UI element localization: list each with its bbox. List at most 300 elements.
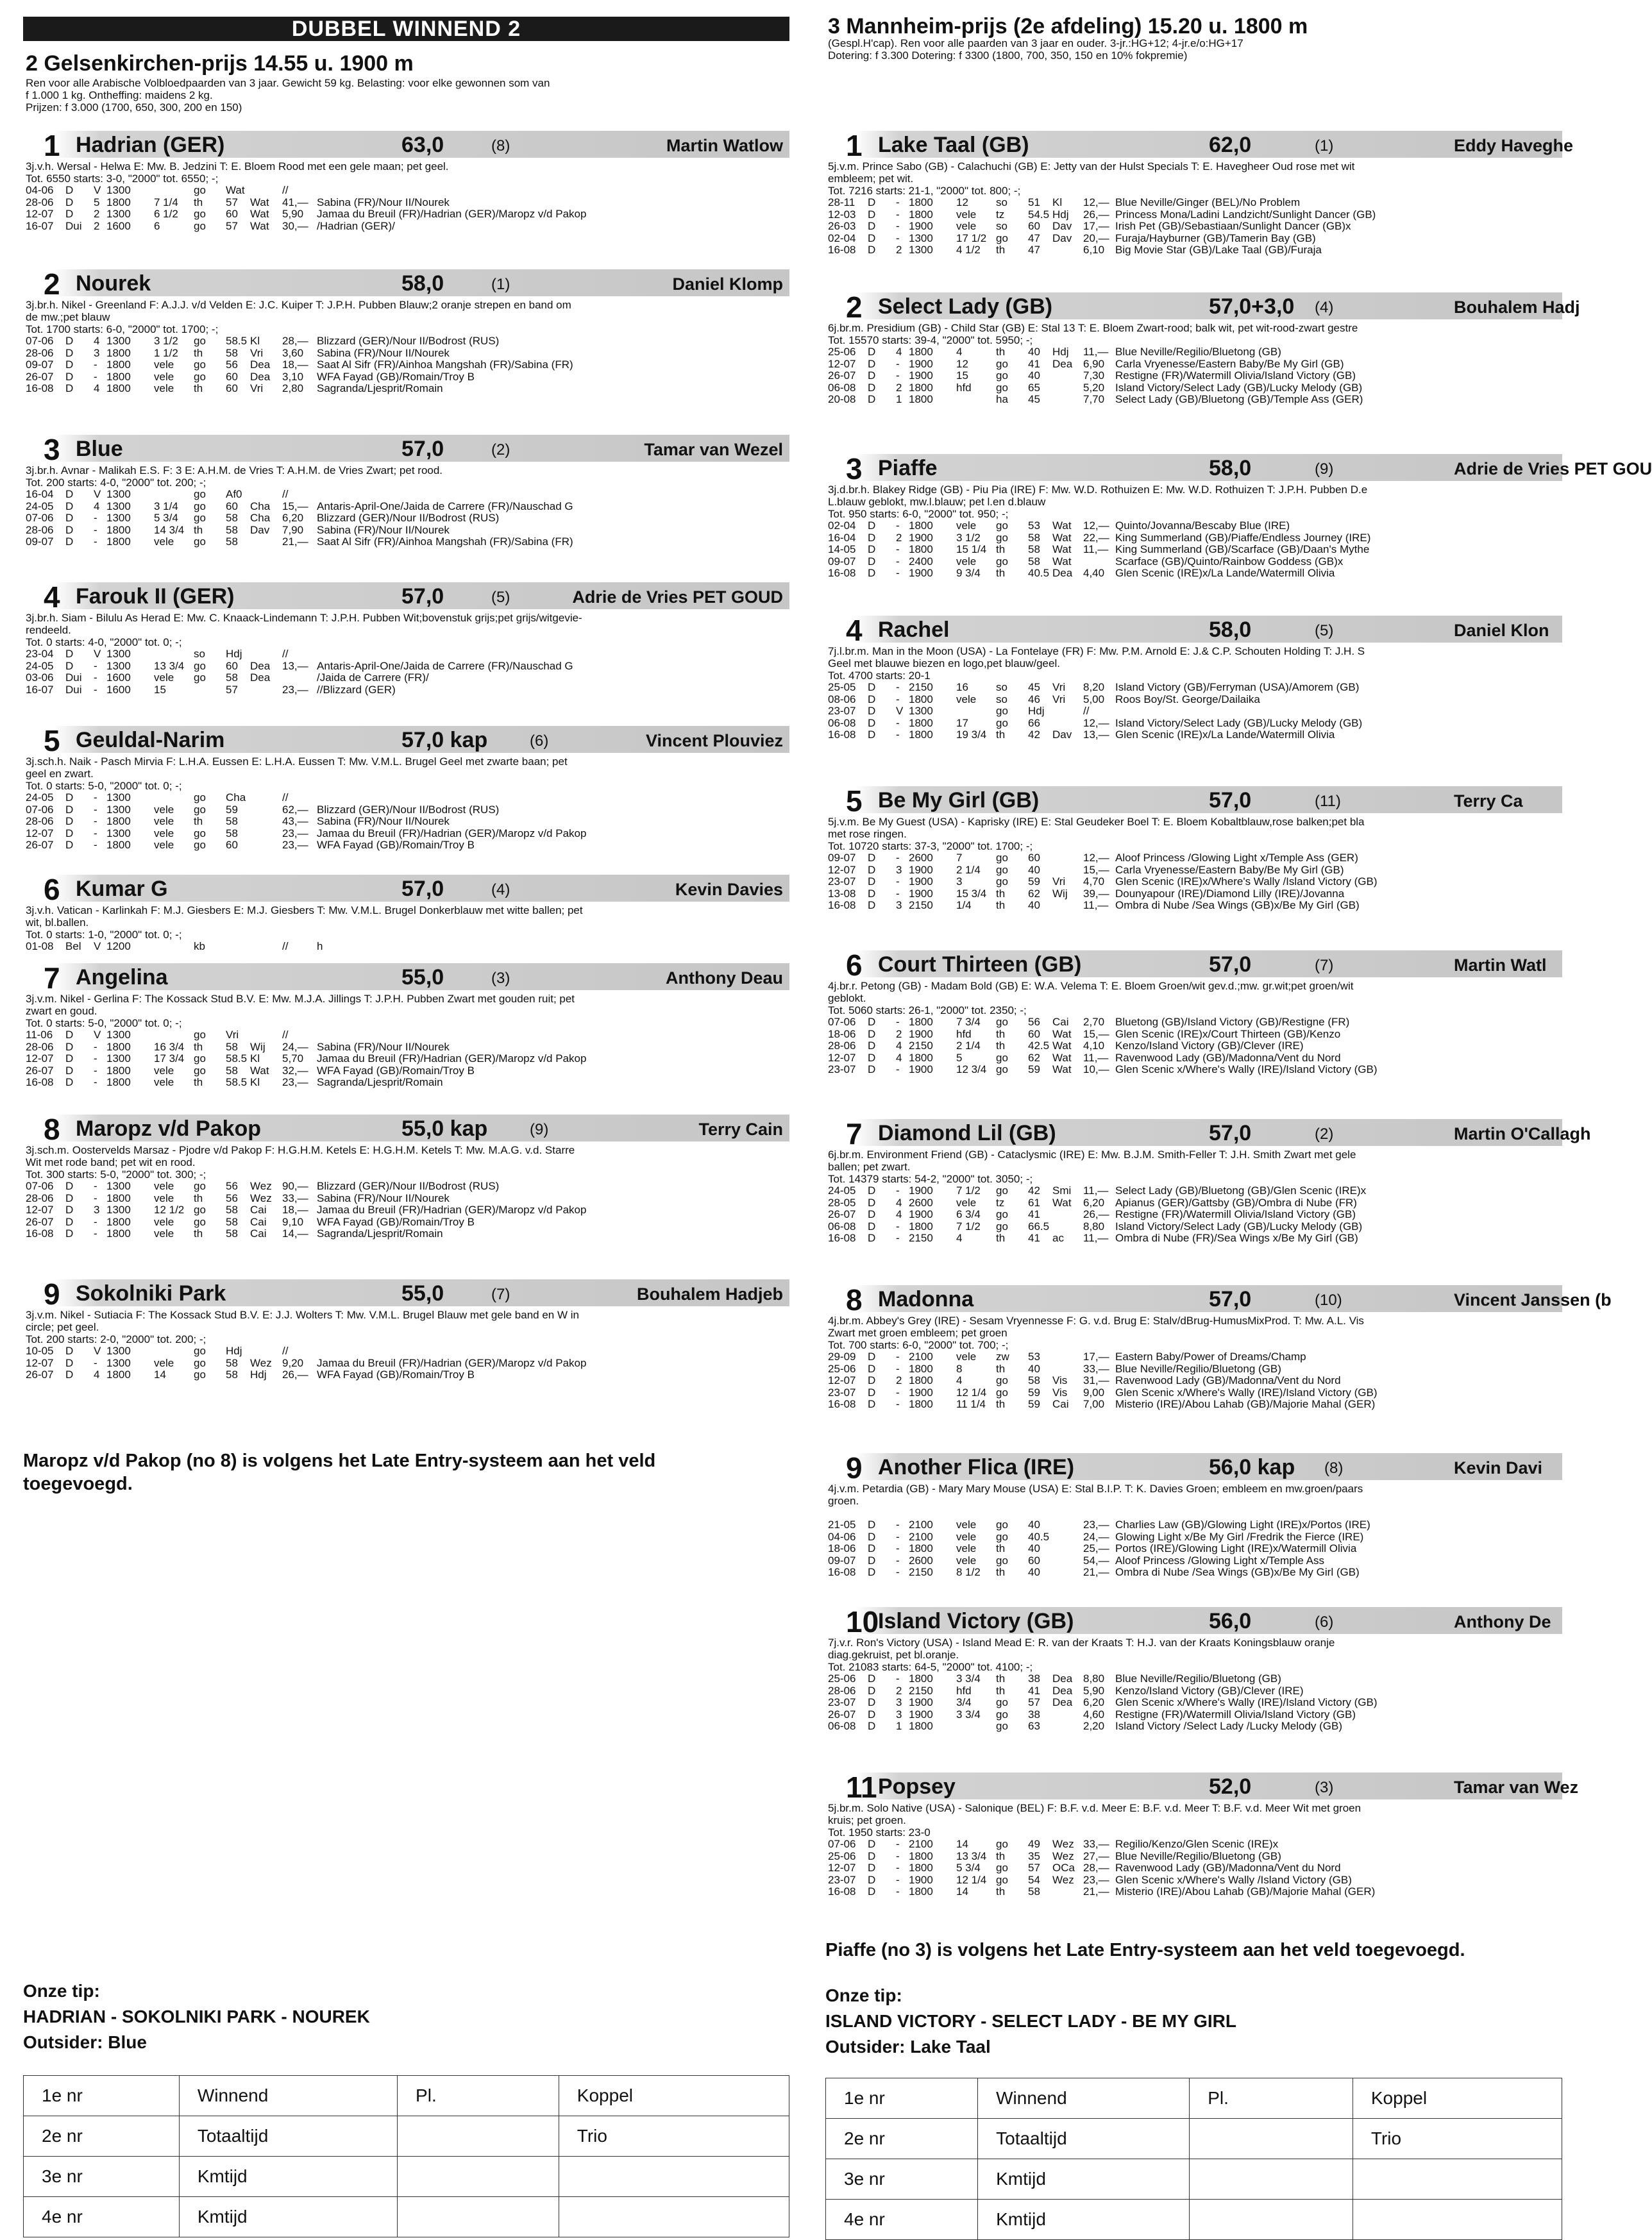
history-row <box>828 209 1565 221</box>
history-row <box>828 852 1565 864</box>
grid-row <box>24 2076 789 2116</box>
history-cell: th <box>996 1684 1006 1697</box>
entry-1 <box>23 129 789 232</box>
history-cell: vele <box>154 382 174 394</box>
history-cell: - <box>94 370 97 383</box>
history-cell: V <box>94 488 101 500</box>
info-line: Tot. 10720 starts: 37-3, "2000" tot. 1700; -; <box>828 840 1033 852</box>
history-cell: 1900 <box>909 1208 933 1220</box>
history-cell: 24-05 <box>26 500 54 512</box>
history-cell: - <box>896 519 900 532</box>
history-cell: th <box>996 1027 1006 1040</box>
history-cell: 13 3/4 <box>956 1849 987 1862</box>
history-cell: go <box>194 1215 206 1228</box>
history-row <box>828 1709 1565 1721</box>
history-cell: ha <box>996 393 1008 405</box>
history-cell: King Summerland (GB)/Piaffe/Endless Journey (IRE) <box>1115 531 1371 544</box>
history-cell: 2150 <box>909 1566 933 1578</box>
history-cell: 2150 <box>909 1232 933 1244</box>
history-cell: - <box>896 716 900 729</box>
horse-name: Nourek <box>76 271 151 296</box>
info-line: 3j.sch.m. Oostervelds Marsaz - Pjodre v/d Pakop F: H.G.H.M. Ketels E: H.G.H.M. Ketels T: Mw. M.A.G. v.d. Starre <box>26 1144 575 1156</box>
history-cell: - <box>896 1873 900 1886</box>
draw-number: (1) <box>491 276 510 293</box>
history-cell: vele <box>956 1554 977 1567</box>
history-cell: 61 <box>1028 1196 1040 1209</box>
history-cell: 26-03 <box>828 220 856 232</box>
horse-name: Kumar G <box>76 877 168 901</box>
history-row <box>828 694 1565 706</box>
history-cell: 16-07 <box>26 219 54 232</box>
history-cell: 6,20 <box>282 512 304 524</box>
history-cell: 8,80 <box>1083 1672 1105 1685</box>
history-cell: Portos (IRE)/Glowing Light (IRE)x/Watermill Olivia <box>1115 1542 1357 1554</box>
history-cell: Princess Mona/Ladini Landzicht/Sunlight Dancer (GB) <box>1115 208 1376 221</box>
history-cell: 2 1/4 <box>956 1040 981 1052</box>
history-cell: 26-07 <box>828 1708 856 1721</box>
history-cell: 09-07 <box>828 555 856 568</box>
info-line: L.blauw geblokt, mw.l.blauw; pet l.en d.blauw <box>828 496 1046 508</box>
history-cell: Cha <box>250 500 271 512</box>
info-line: 3j.br.h. Siam - Bilulu As Herad E: Mw. C. Knaack-Lindemann T: J.P.H. Pubben Wit;bovenstuk grijs;pet grijs/witgevie- <box>26 612 582 624</box>
grid-row <box>24 2197 789 2237</box>
history-cell: th <box>194 815 203 827</box>
history-cell: Wat <box>1052 1051 1072 1064</box>
history-cell: D <box>65 208 74 220</box>
history-cell: Jamaa du Breuil (FR)/Hadrian (GER)/Maropz v/d Pakop <box>317 1052 587 1065</box>
history-cell: Restigne (FR)/Watermill Olivia/Island Victory (GB) <box>1115 1708 1356 1721</box>
history-cell: 10-05 <box>26 1345 54 1357</box>
entry-4 <box>825 614 1562 741</box>
history-cell: 23-07 <box>828 1386 856 1399</box>
history-cell: D <box>65 791 74 804</box>
history-cell: th <box>194 196 203 208</box>
history-cell: Hdj <box>1052 208 1069 221</box>
history-cell: Ravenwood Lady (GB)/Madonna/Vent du Nord <box>1115 1374 1341 1386</box>
history-row <box>26 536 792 548</box>
history-cell: 40 <box>1028 1362 1040 1375</box>
info-line: Tot. 5060 starts: 26-1, "2000" tot. 2350; -; <box>828 1004 1027 1016</box>
history-cell: Ravenwood Lady (GB)/Madonna/Vent du Nord <box>1115 1051 1341 1064</box>
race-history <box>26 648 792 696</box>
history-cell: - <box>896 1063 900 1075</box>
history-cell: 16-08 <box>828 1885 856 1898</box>
grid-cell <box>398 2157 559 2197</box>
history-cell: Vri <box>226 1029 239 1041</box>
history-cell: 3 <box>896 863 902 876</box>
history-cell: D <box>868 196 876 208</box>
history-cell: 16 3/4 <box>154 1040 185 1053</box>
history-cell: 58 <box>1028 531 1040 544</box>
history-cell: 4 <box>896 1051 902 1064</box>
history-cell: vele <box>154 827 174 839</box>
history-cell: 1800 <box>909 1672 933 1685</box>
grid-cell: 2e nr <box>826 2119 978 2159</box>
history-cell: ac <box>1052 1232 1064 1244</box>
history-cell: Dea <box>250 671 271 684</box>
history-cell: Charlies Law (GB)/Glowing Light (IRE)x/Portos (IRE) <box>1115 1519 1370 1531</box>
race-conditions: f 1.000 1 kg. Ontheffing: maidens 2 kg. <box>26 89 213 101</box>
history-cell: // <box>282 791 289 804</box>
history-cell: - <box>896 1849 900 1862</box>
history-cell: 2 <box>94 219 100 232</box>
history-row <box>828 864 1565 877</box>
horse-name: Be My Girl (GB) <box>878 788 1040 813</box>
history-cell: vele <box>956 519 977 532</box>
entry-6 <box>23 873 789 952</box>
draw-number: (4) <box>1315 299 1334 316</box>
history-cell: D <box>868 1386 876 1399</box>
history-cell: 42.5 <box>1028 1040 1050 1052</box>
horse-info <box>828 816 1560 852</box>
history-cell: hfd <box>956 1027 972 1040</box>
entry-number: 4 <box>44 580 60 614</box>
history-cell: 12-07 <box>26 1356 54 1369</box>
history-cell: 3 <box>896 1708 902 1721</box>
history-cell: 1800 <box>106 535 131 548</box>
history-cell: 26-07 <box>26 1215 54 1228</box>
history-cell: 12 1/4 <box>956 1873 987 1886</box>
history-cell: 24-05 <box>26 791 54 804</box>
history-cell: 60 <box>1028 1027 1040 1040</box>
history-cell: 12,— <box>1083 196 1109 208</box>
history-cell: Wez <box>1052 1873 1074 1886</box>
history-cell: 7 1/2 <box>956 1220 981 1233</box>
history-cell: 3 <box>94 346 100 359</box>
history-cell: D <box>65 358 74 371</box>
history-cell: 20,— <box>1083 232 1109 244</box>
history-cell: Kl <box>250 1052 260 1065</box>
history-cell: 1800 <box>909 1720 933 1732</box>
info-line: Tot. 15570 starts: 39-4, "2000" tot. 5950; -; <box>828 334 1033 346</box>
history-cell: V <box>94 1029 101 1041</box>
history-cell: 4 <box>94 1368 100 1381</box>
history-cell: 40 <box>1028 863 1040 876</box>
history-cell: 23-07 <box>828 1696 856 1708</box>
info-line: Geel met blauwe biezen en logo,pet blauw/geel. <box>828 657 1060 669</box>
history-row <box>26 839 792 852</box>
history-cell: D <box>65 827 74 839</box>
history-cell: 41 <box>1028 1232 1040 1244</box>
history-cell: 45 <box>1028 393 1040 405</box>
history-cell: 1800 <box>909 1016 933 1028</box>
history-row <box>828 1375 1565 1387</box>
history-cell: go <box>194 1029 206 1041</box>
history-cell: D <box>868 1398 876 1410</box>
horse-weight: 56,0 <box>1209 1609 1252 1633</box>
history-cell: D <box>65 1368 74 1381</box>
history-cell: D <box>868 1362 876 1375</box>
history-cell: D <box>868 1720 876 1732</box>
history-cell: 1800 <box>909 381 933 394</box>
history-cell: 12 <box>956 357 968 370</box>
grid-cell: 4e nr <box>826 2200 978 2240</box>
history-cell: 16-08 <box>26 1227 54 1240</box>
history-cell: 28-06 <box>828 1684 856 1697</box>
history-cell: 1800 <box>106 1227 131 1240</box>
horse-name: Farouk II (GER) <box>76 584 235 609</box>
history-cell: Jamaa du Breuil (FR)/Hadrian (GER)/Maropz v/d Pakop <box>317 208 587 220</box>
late-entry-note: toegevoegd. <box>23 1474 133 1494</box>
history-row <box>828 1040 1565 1052</box>
history-cell: vele <box>956 208 977 221</box>
horse-info <box>828 484 1560 520</box>
history-cell: - <box>896 728 900 741</box>
history-cell: - <box>94 1227 97 1240</box>
entry-3 <box>23 433 789 548</box>
history-cell: 09-07 <box>26 535 54 548</box>
history-cell: 1800 <box>909 519 933 532</box>
history-row <box>828 1052 1565 1065</box>
history-cell: 65 <box>1028 381 1040 394</box>
history-cell: D <box>868 1519 876 1531</box>
history-cell: Wat <box>1052 1196 1072 1209</box>
history-cell: - <box>896 1519 900 1531</box>
history-cell: Select Lady (GB)/Bluetong (GB)/Temple Ass (GER) <box>1115 393 1363 405</box>
history-cell: 01-08 <box>26 940 54 952</box>
entry-number: 4 <box>846 614 863 647</box>
history-cell: Sagranda/Ljesprit/Romain <box>317 1227 443 1240</box>
history-cell: D <box>868 567 876 579</box>
history-cell: 3,60 <box>282 346 304 359</box>
history-cell: 1300 <box>106 1180 131 1192</box>
history-row <box>828 1016 1565 1029</box>
history-cell: 11,— <box>1083 543 1109 555</box>
draw-number: (6) <box>530 732 549 750</box>
jockey-name: Martin Watl <box>1454 956 1547 975</box>
history-cell: th <box>194 1040 203 1053</box>
history-cell: 1800 <box>909 208 933 221</box>
history-cell: V <box>896 705 904 717</box>
history-cell: 24,— <box>1083 1530 1109 1543</box>
history-cell: 4 <box>896 1040 902 1052</box>
history-cell: 1800 <box>106 196 131 208</box>
info-line: 7j.v.r. Ron's Victory (USA) - Island Mead E: R. van der Kraats T: H.J. van der Kraats Koningsblauw oranje <box>828 1637 1335 1649</box>
history-cell: th <box>996 1040 1006 1052</box>
history-cell: D <box>65 1204 74 1216</box>
history-cell: 5 <box>94 196 100 208</box>
history-cell: th <box>996 1849 1006 1862</box>
history-cell: D <box>65 1345 74 1357</box>
history-cell: vele <box>956 1519 977 1531</box>
history-cell: V <box>94 184 101 196</box>
history-cell: Select Lady (GB)/Bluetong (GB)/Glen Scenic (IRE)x <box>1115 1184 1367 1197</box>
history-cell: Hdj <box>1052 346 1069 358</box>
history-cell: vele <box>154 1064 174 1077</box>
horse-name: Geuldal-Narim <box>76 728 225 752</box>
history-cell: th <box>996 543 1006 555</box>
history-row <box>26 359 792 371</box>
history-row <box>26 489 792 501</box>
history-cell: 1800 <box>909 1849 933 1862</box>
history-cell: - <box>896 875 900 888</box>
history-row <box>828 556 1565 568</box>
history-cell: Wez <box>250 1356 272 1369</box>
history-cell: D <box>868 1684 876 1697</box>
history-cell: Wat <box>1052 543 1072 555</box>
horse-name: Court Thirteen (GB) <box>878 952 1082 977</box>
horse-name: Popsey <box>878 1774 956 1799</box>
history-cell: so <box>194 648 205 660</box>
history-cell: - <box>896 1362 900 1375</box>
history-cell: 11,— <box>1083 1232 1109 1244</box>
history-row <box>26 1029 792 1041</box>
history-cell: 15,— <box>1083 863 1109 876</box>
history-cell: D <box>65 1192 74 1204</box>
history-cell: Af0 <box>226 488 242 500</box>
history-cell: D <box>868 346 876 358</box>
history-cell: 7 1/2 <box>956 1184 981 1197</box>
history-cell: D <box>868 705 876 717</box>
history-cell: 23,— <box>1083 1873 1109 1886</box>
history-cell: 16-08 <box>828 1398 856 1410</box>
info-line: rendeeld. <box>26 624 71 636</box>
history-cell: D <box>65 1076 74 1088</box>
history-cell: 2 <box>94 208 100 220</box>
history-cell: 3 <box>896 1696 902 1708</box>
info-line: 7j.l.br.m. Man in the Moon (USA) - La Fontelaye (FR) F: Mw. P.M. Arnold E: J.& C.P. Schouten Holding T: J.H. S <box>828 645 1365 657</box>
history-cell: 11,— <box>1083 1051 1109 1064</box>
history-cell: - <box>896 1885 900 1898</box>
entry-7 <box>825 1117 1591 1244</box>
history-cell: D <box>868 555 876 568</box>
history-cell: go <box>996 519 1008 532</box>
horse-info <box>26 755 787 792</box>
history-cell: Wij <box>1052 887 1068 900</box>
history-cell: th <box>996 244 1006 256</box>
horse-weight: 62,0 <box>1209 133 1252 157</box>
info-line: 5j.v.m. Prince Sabo (GB) - Calachuchi (GB) E: Jetty van der Hulst Specials T: E. Havegheer Oud rose met wit <box>828 160 1355 173</box>
history-cell: 1800 <box>909 716 933 729</box>
history-cell: D <box>868 1051 876 1064</box>
history-cell: 41 <box>1028 1208 1040 1220</box>
history-cell: 28-05 <box>828 1196 856 1209</box>
history-cell: 12 1/4 <box>956 1386 987 1399</box>
horse-info <box>26 904 787 941</box>
history-cell: // <box>1083 705 1090 717</box>
grid-cell: Koppel <box>1353 2078 1562 2119</box>
history-cell: D <box>65 839 74 851</box>
history-cell: 12-07 <box>26 827 54 839</box>
entry-number: 1 <box>44 129 60 162</box>
history-cell: go <box>194 803 206 816</box>
info-line: 5j.br.m. Solo Native (USA) - Salonique (BEL) F: B.F. v.d. Meer E: B.F. v.d. Meer T: B.F. v.d. Meer Wit met groen <box>828 1802 1361 1814</box>
history-cell: 11,— <box>1083 899 1109 911</box>
history-cell: 33,— <box>1083 1838 1109 1850</box>
history-cell: - <box>896 1672 900 1685</box>
history-cell: 1600 <box>106 683 131 696</box>
history-cell: 66.5 <box>1028 1220 1050 1233</box>
history-cell: so <box>996 220 1007 232</box>
history-cell: 15,— <box>282 500 308 512</box>
history-cell: Wat <box>250 219 269 232</box>
tip-horses: HADRIAN - SOKOLNIKI PARK - NOUREK <box>23 2007 370 2026</box>
horse-name: Hadrian (GER) <box>76 133 225 157</box>
history-cell: 57 <box>226 219 238 232</box>
history-cell: Blizzard (GER)/Nour II/Bodrost (RUS) <box>317 335 500 347</box>
entry-1 <box>825 129 1574 256</box>
history-cell: Dav <box>1052 728 1072 741</box>
history-cell: D <box>868 244 876 256</box>
history-cell: Aloof Princess /Glowing Light x/Temple Ass <box>1115 1554 1324 1567</box>
history-cell: th <box>996 1566 1006 1578</box>
history-cell: Glen Scenic (IRE)x/Where's Wally /Island Victory (GB) <box>1115 875 1378 888</box>
history-cell: 7 1/4 <box>154 196 178 208</box>
entry-number: 6 <box>44 873 60 906</box>
history-cell: 11,— <box>1083 346 1109 358</box>
history-cell: /Hadrian (GER)/ <box>317 219 395 232</box>
grid-row <box>826 2200 1562 2240</box>
grid-cell: Trio <box>559 2116 789 2157</box>
history-cell: 58 <box>226 1227 238 1240</box>
history-cell: go <box>194 1064 206 1077</box>
history-cell: Wez <box>250 1180 272 1192</box>
history-cell: 1300 <box>106 791 131 804</box>
history-cell: 58 <box>226 1215 238 1228</box>
history-cell: D <box>65 659 74 672</box>
history-cell: 2100 <box>909 1351 933 1363</box>
history-cell: Restigne (FR)/Watermill Olivia/Island Victory (GB) <box>1115 369 1356 382</box>
history-cell: Saat Al Sifr (FR)/Ainhoa Mangshah (FR)/Sabina (FR) <box>317 358 573 371</box>
horse-info <box>828 1637 1560 1673</box>
grid-cell <box>559 2197 789 2237</box>
entry-3 <box>825 452 1652 579</box>
history-row <box>26 383 792 395</box>
history-cell: 40 <box>1028 346 1040 358</box>
history-cell: 54.5 <box>1028 208 1050 221</box>
grid-row <box>24 2157 789 2197</box>
history-cell: Eastern Baby/Power of Dreams/Champ <box>1115 1351 1306 1363</box>
history-cell: 06-08 <box>828 716 856 729</box>
history-cell: D <box>65 1356 74 1369</box>
horse-weight: 63,0 <box>401 133 444 157</box>
history-cell: // <box>282 648 289 660</box>
history-cell: go <box>194 1368 206 1381</box>
history-cell: Cai <box>1052 1398 1069 1410</box>
history-cell: 1800 <box>106 1076 131 1088</box>
draw-number: (11) <box>1315 793 1341 810</box>
history-cell: D <box>65 1227 74 1240</box>
history-cell: Dea <box>250 370 271 383</box>
history-cell: vele <box>154 1192 174 1204</box>
horse-weight: 57,0 <box>401 437 444 461</box>
history-cell: 4,60 <box>1083 1708 1105 1721</box>
history-cell: 58 <box>226 1040 238 1053</box>
history-row <box>828 233 1565 245</box>
history-row <box>828 1685 1565 1697</box>
history-cell: - <box>896 357 900 370</box>
info-line: kruis; pet groen. <box>828 1814 906 1826</box>
history-cell: Dea <box>250 659 271 672</box>
history-cell: 1300 <box>106 488 131 500</box>
history-cell: 28-06 <box>26 815 54 827</box>
info-line: Tot. 700 starts: 6-0, "2000" tot. 700; -; <box>828 1339 1009 1351</box>
history-cell: 11 1/4 <box>956 1398 986 1410</box>
history-cell: 1900 <box>909 1184 933 1197</box>
jockey-name: Kevin Davi <box>1454 1458 1543 1478</box>
history-cell: D <box>868 531 876 544</box>
history-cell: Restigne (FR)/Watermill Olivia/Island Victory (GB) <box>1115 1208 1356 1220</box>
info-line: Tot. 7216 starts: 21-1, "2000" tot. 800; -; <box>828 185 1021 197</box>
history-cell: 66 <box>1028 716 1040 729</box>
history-cell: Dui <box>65 683 82 696</box>
info-line: 3j.br.h. Nikel - Greenland F: A.J.J. v/d Velden E: J.C. Kuiper T: J.P.H. Pubben Blauw;2 oranje strepen en band om <box>26 299 571 311</box>
horse-info <box>26 612 787 648</box>
history-cell: 47 <box>1028 232 1040 244</box>
history-cell: D <box>868 519 876 532</box>
history-cell: go <box>996 863 1008 876</box>
entry-number: 8 <box>846 1283 863 1317</box>
